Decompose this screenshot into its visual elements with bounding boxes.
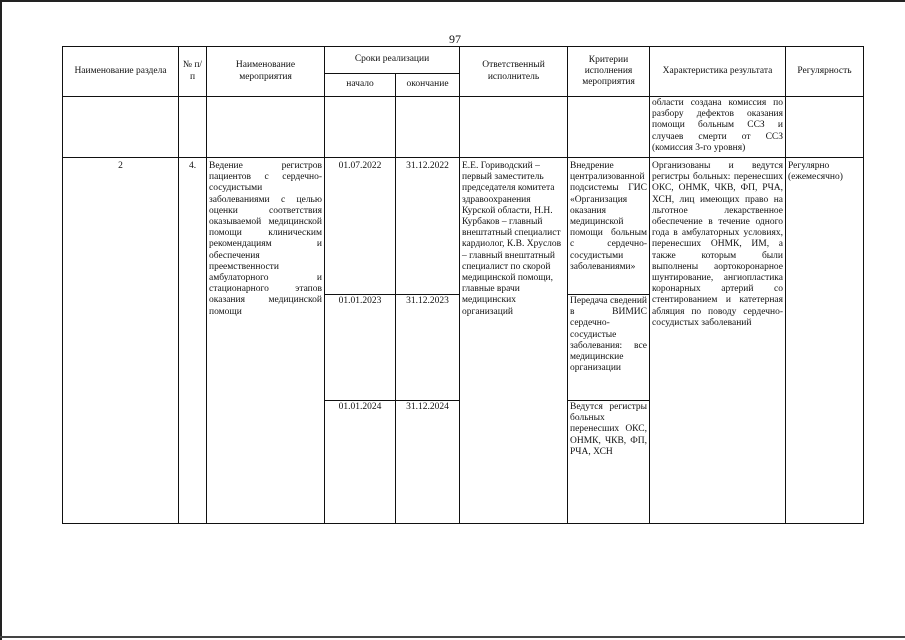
stage3-criteria: Ведутся регистры больных перенесших ОКС, ОНМК, ЧКВ, ФП, РЧА, ХСН	[568, 401, 650, 524]
header-timeline: Сроки реализации	[325, 47, 460, 74]
stage1-criteria: Внедрение централизованной подсистемы ГИС «Организация оказания медицинской помощи больным с сердечно-сосудистыми заболеваниями»	[568, 158, 650, 295]
page-edge-left	[0, 0, 2, 640]
header-section-name: Наименование раздела	[63, 47, 179, 97]
continuation-row	[63, 97, 864, 158]
cont-cell-event	[207, 97, 325, 158]
header-event-name: Наименование мероприятия	[207, 47, 325, 97]
cont-cell-responsible	[460, 97, 568, 158]
header-regularity: Регулярность	[786, 47, 864, 97]
cont-cell-start	[325, 97, 396, 158]
cont-cell-end	[396, 97, 460, 158]
row-section: 2	[63, 158, 179, 524]
row-event: Ведение регистров пациентов с сердечно-сосудистыми заболеваниями с целью оценки соответствия оказываемой медицинской помощи клиническим рекомендациям и обеспечения преемственности амбулаторного и стационарного этапов оказания медицинской помощи	[207, 158, 325, 524]
table-row	[63, 158, 864, 295]
header-num: № п/п	[179, 47, 207, 97]
header-start: начало	[325, 74, 396, 97]
row-num: 4.	[179, 158, 207, 524]
row-result: Организованы и ведутся регистры больных: перенесших ОКС, ОНМК, ЧКВ, ФП, РЧА, ХСН, лиц имеющих право на льготное лекарственное обеспечение в течение одного года в амбулаторных условиях, перенесших ОНМК, ИМ, а также которым были выполнены аортокоронарное шунтирование, ангиопластика коронарных артерий со стентированием и катетерная абляция по поводу сердечно-сосудистых заболеваний	[650, 158, 786, 524]
cont-cell-criteria	[568, 97, 650, 158]
header-end: окончание	[396, 74, 460, 97]
cont-cell-result: области создана комиссия по разбору дефектов оказания помощи больным ССЗ и случаев смерти от ССЗ (комиссия 3-го уровня)	[650, 97, 786, 158]
page-edge-bottom	[0, 636, 905, 638]
row-responsible: Е.Е. Гориводский – первый заместитель председателя комитета здравоохранения Курской области, Н.Н. Курбаков – главный внештатный специалист кардиолог, К.В. Хруслов – главный внештатный специалист по скорой медицинской помощи, главные врачи медицинских организаций	[460, 158, 568, 524]
page-edge-top	[0, 0, 905, 2]
row-regularity: Регулярно (ежемесячно)	[786, 158, 864, 524]
measures-table	[62, 46, 864, 524]
header-result: Характеристика результата	[650, 47, 786, 97]
cont-cell-section	[63, 97, 179, 158]
header-responsible: Ответственный исполнитель	[460, 47, 568, 97]
stage3-start: 01.01.2024	[325, 401, 396, 524]
stage2-criteria: Передача сведений в ВИМИС сердечно-сосудистые заболевания: все медицинские организации	[568, 295, 650, 401]
header-criteria: Критерии исполнения мероприятия	[568, 47, 650, 97]
stage1-end: 31.12.2022	[396, 158, 460, 295]
stage2-start: 01.01.2023	[325, 295, 396, 401]
page-number: 97	[449, 32, 461, 46]
cont-cell-num	[179, 97, 207, 158]
cont-cell-regularity	[786, 97, 864, 158]
stage1-start: 01.07.2022	[325, 158, 396, 295]
stage3-end: 31.12.2024	[396, 401, 460, 524]
stage2-end: 31.12.2023	[396, 295, 460, 401]
